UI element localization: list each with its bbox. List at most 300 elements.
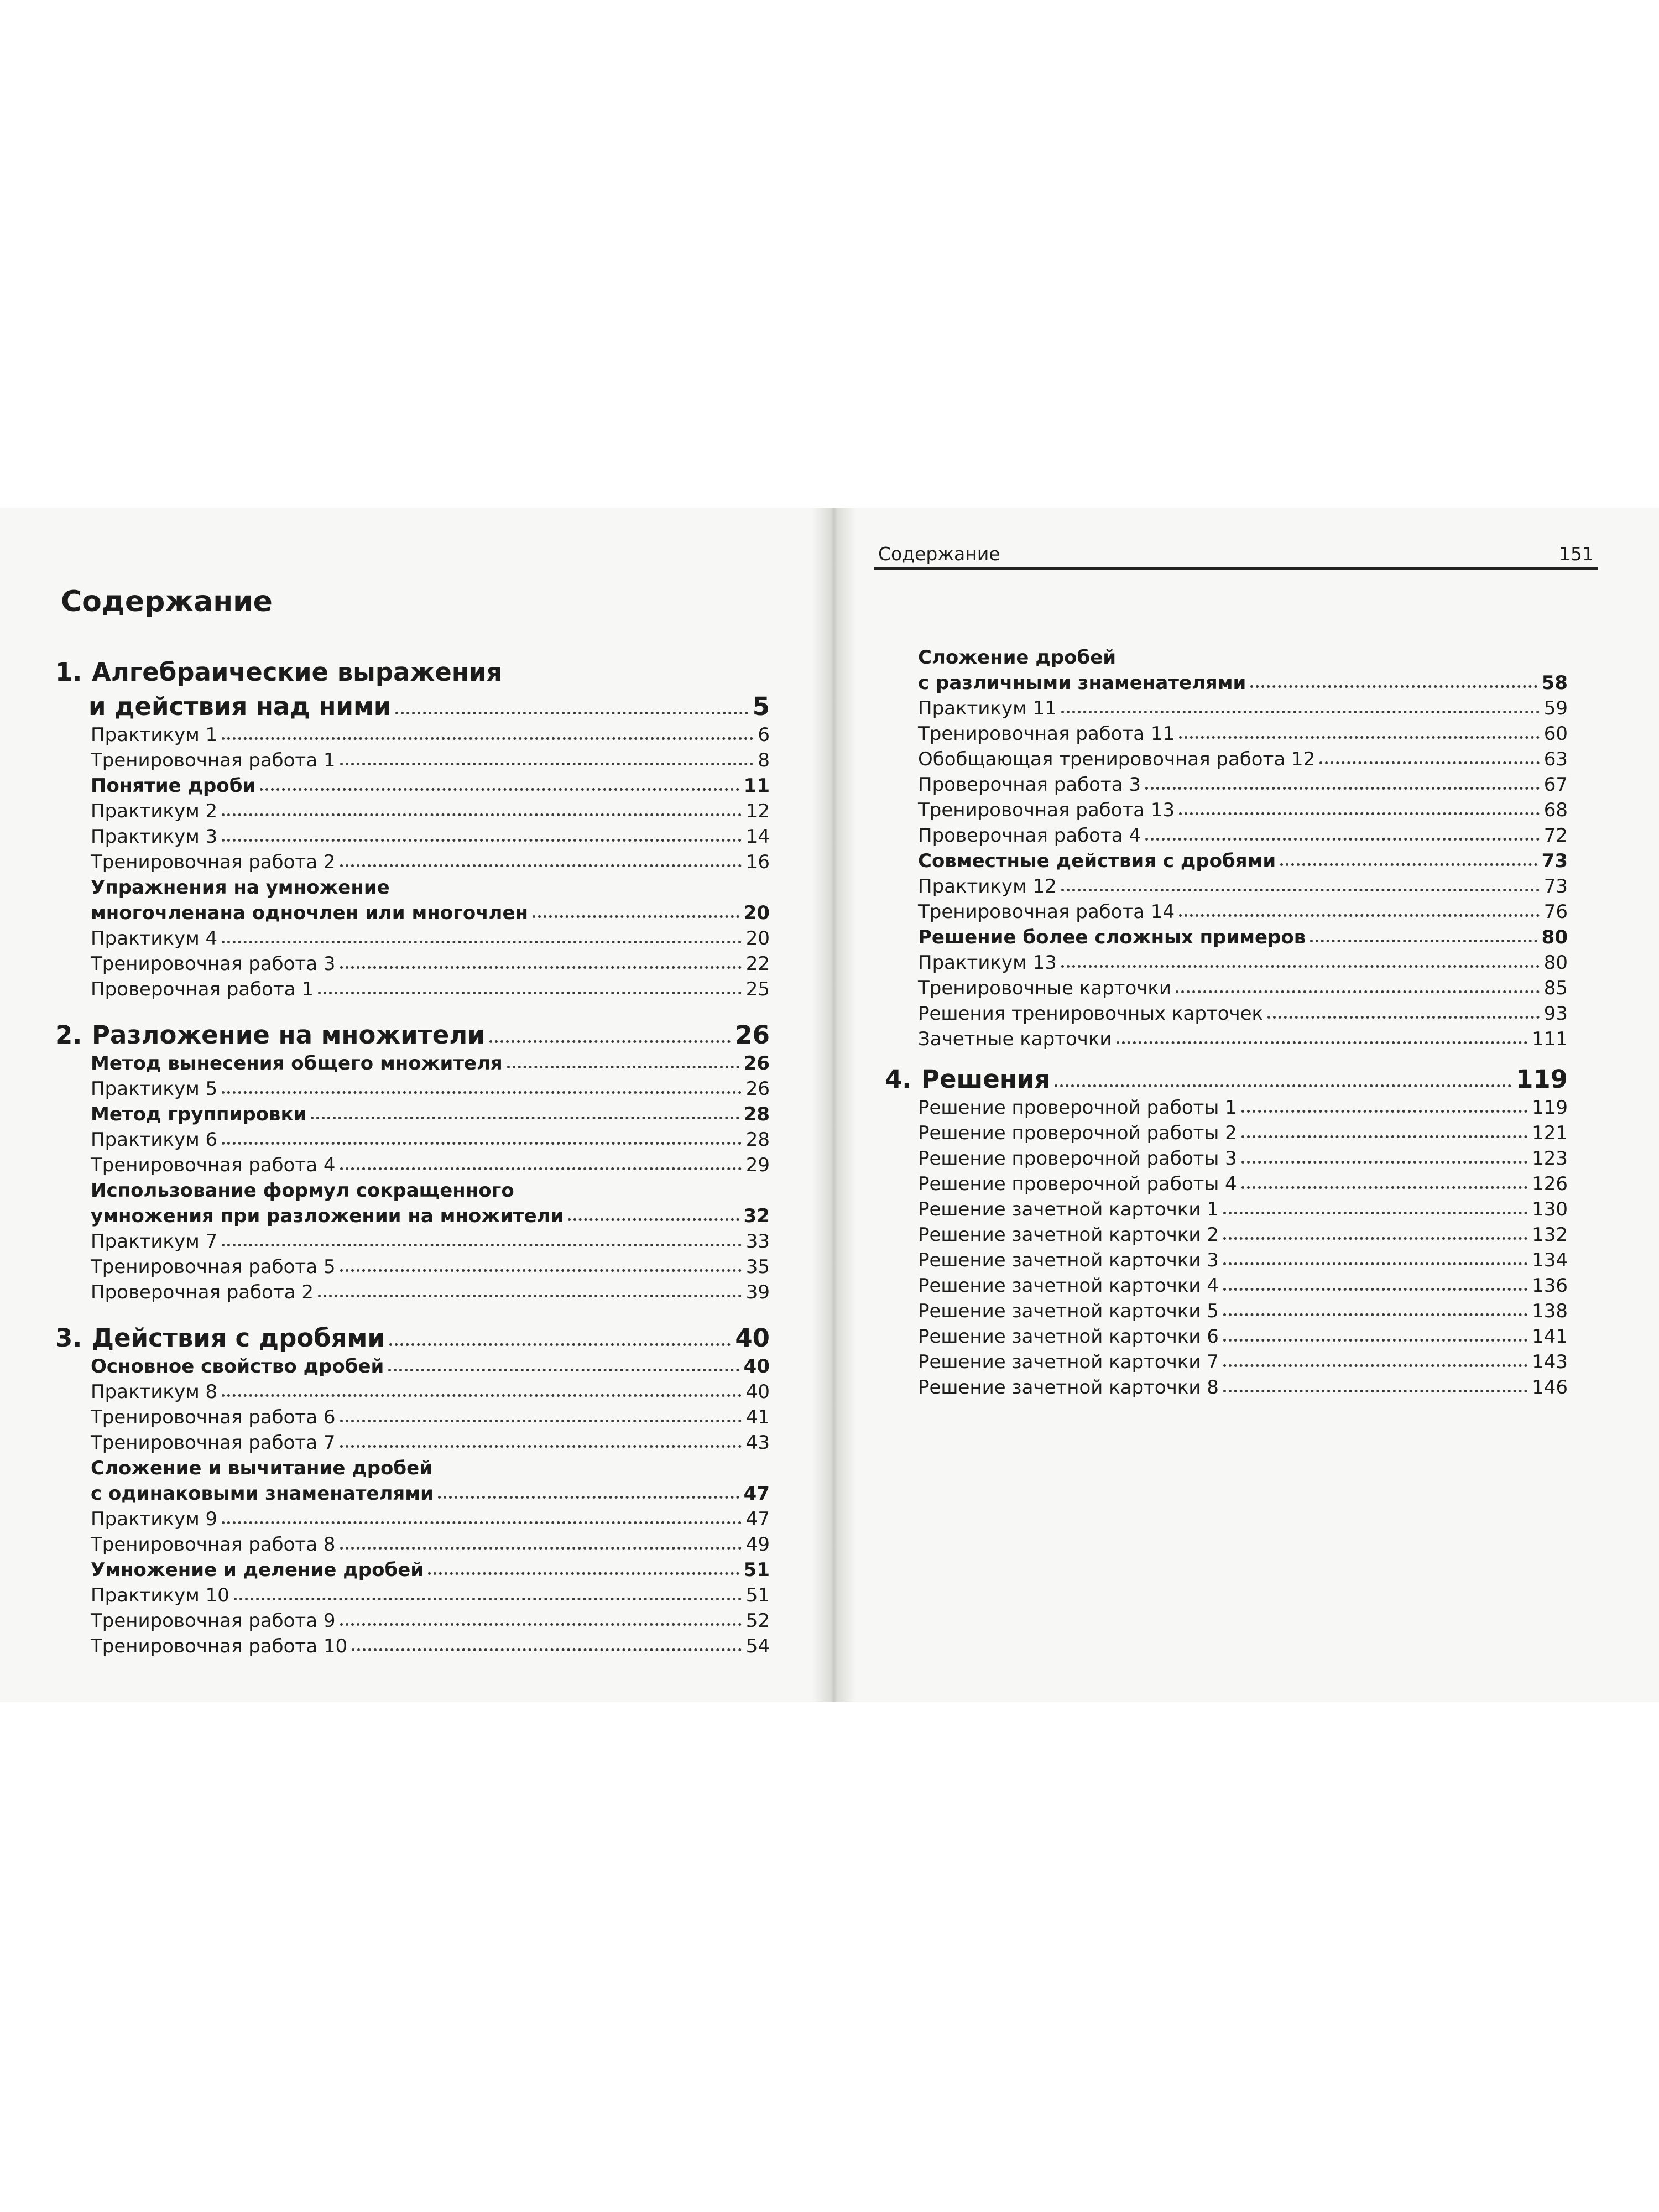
dot-leader [1250,685,1537,688]
toc-entry-label [918,1030,1112,1048]
toc-page-number: 141 [1532,1326,1568,1348]
toc-entry-text: Решения тренировочных карточек [918,1003,1264,1025]
toc-entry-text: Тренировочная работа 2 [91,851,336,873]
toc-entry-label [918,1225,1219,1244]
toc-section-entry [88,1350,770,1376]
toc-item-entry [88,1401,770,1427]
toc-page-number: 60 [1543,723,1568,745]
dot-leader [260,788,739,791]
running-head-title: Содержание [878,543,1000,565]
dot-leader [1176,990,1540,993]
toc-entry-text: Решение проверочной работы 3 [918,1147,1237,1170]
toc-entry-text: Тренировочная работа 10 [91,1635,348,1657]
toc-list-left [55,651,770,1657]
toc-entry-label [91,980,314,999]
toc-entry-label [91,1357,384,1376]
toc-entry-text: Решение зачетной карточки 8 [918,1376,1219,1399]
toc-entry-text: Тренировочная работа 14 [918,901,1175,923]
toc-entry-label [918,1353,1219,1371]
toc-entry-text: Тренировочная работа 7 [91,1432,336,1454]
dot-leader [222,1091,742,1094]
dot-leader [222,1142,742,1145]
toc-entry-text: Практикум 2 [91,800,218,822]
toc-section-entry [918,641,1568,667]
toc-entry-text: Тренировочная работа 11 [918,723,1175,745]
toc-page-number: 43 [745,1432,770,1454]
toc-entry-label [918,852,1276,870]
toc-section-entry [918,667,1568,692]
dot-leader [1145,838,1540,841]
toc-page-number: 14 [745,826,770,848]
toc-entry-text: Основное свойство дробей [91,1355,384,1378]
toc-entry-label [91,1383,217,1401]
toc-item-entry [918,1142,1568,1168]
toc-entry-text: Практикум 13 [918,952,1057,974]
toc-item-entry [88,1276,770,1302]
toc-item-entry [918,1295,1568,1321]
toc-item-entry [918,1321,1568,1346]
toc-item-entry [88,744,770,770]
dot-leader [1223,1288,1527,1291]
toc-item-entry [88,821,770,846]
toc-entry-text: Практикум 6 [91,1129,218,1151]
toc-page-number: 6 [758,724,770,746]
toc-entry-text: Практикум 3 [91,826,218,848]
toc-page-number: 40 [743,1355,770,1378]
dot-leader [234,1598,742,1600]
toc-page-number: 25 [745,978,770,1000]
toc-entry-text: Практикум 12 [918,875,1057,898]
dot-leader [340,966,742,969]
toc-page-number: 26 [743,1052,770,1074]
dot-leader [352,1648,742,1651]
toc-page-number: 47 [745,1508,770,1530]
toc-entry-text: Решение зачетной карточки 3 [918,1249,1219,1271]
toc-entry-text: Сложение дробей [918,646,1117,669]
toc-page-number: 49 [745,1533,770,1556]
toc-item-entry [918,1270,1568,1295]
toc-item-entry [918,870,1568,896]
toc-entry-text: Использование формул сокращенного [91,1180,514,1202]
toc-page-number: 51 [745,1584,770,1606]
toc-entry-label [91,1054,503,1073]
toc-item-entry [88,1605,770,1630]
toc-item-entry [88,1376,770,1401]
toc-entry-text: Практикум 9 [91,1508,218,1530]
toc-page-number: 39 [745,1281,770,1303]
toc-page-number: 73 [1543,875,1568,898]
running-head [874,543,1598,570]
toc-entry-label [91,1459,432,1478]
toc-entry-label [918,674,1246,692]
toc-entry-label [885,1065,1051,1094]
toc-spacer [88,999,770,1011]
toc-entry-label [918,1251,1219,1270]
toc-page-number: 85 [1543,977,1568,999]
toc-entry-text: с одинаковыми знаменателями [91,1483,434,1505]
toc-page-number: 47 [743,1483,770,1505]
toc-entry-text: Тренировочная работа 5 [91,1256,336,1278]
toc-entry-text: Зачетные карточки [918,1028,1112,1050]
toc-page-number: 5 [752,692,770,721]
toc-entry-label [91,1611,336,1630]
toc-entry-text: Проверочная работа 3 [918,774,1141,796]
dot-leader [1117,1041,1528,1044]
toc-item-entry [88,1149,770,1175]
dot-leader [1319,761,1539,764]
toc-entry-label [918,775,1141,794]
toc-entry-label [918,953,1057,972]
toc-entry-label [91,1433,336,1452]
toc-page-number: 8 [758,749,770,771]
toc-entry-text: Проверочная работа 2 [91,1281,314,1303]
dot-leader [311,1117,739,1119]
toc-page-number: 93 [1543,1003,1568,1025]
toc-entry-label [918,1004,1263,1023]
dot-leader [1055,1084,1511,1087]
toc-item-entry [918,794,1568,820]
toc-entry-label [91,954,336,973]
dot-leader [222,1244,742,1246]
toc-chapter-entry [55,651,770,687]
toc-entry-text: Совместные действия с дробями [918,850,1276,872]
book-gutter [812,508,856,1702]
toc-entry-text: Решение зачетной карточки 5 [918,1300,1219,1322]
toc-entry-label [91,1105,306,1124]
toc-entry-text: Практикум 10 [91,1584,229,1606]
dot-leader [533,915,739,918]
toc-page-number: 119 [1532,1097,1568,1119]
toc-page-number: 146 [1532,1376,1568,1399]
toc-entry-label [91,1535,336,1554]
dot-leader [1310,940,1537,942]
toc-entry-label [91,1079,217,1098]
page-number: 151 [1559,543,1594,565]
toc-section-entry [88,872,770,897]
toc-page-number: 22 [745,953,770,975]
toc-chapter-number: 1. [55,658,82,687]
dot-leader [222,1521,742,1524]
toc-entry-label [88,694,391,719]
toc-page-number: 76 [1543,901,1568,923]
dot-leader [1179,914,1540,917]
toc-entry-label [91,929,217,948]
toc-item-entry [88,795,770,821]
dot-leader [1145,787,1540,790]
toc-entry-label [91,776,255,795]
toc-item-entry [88,1124,770,1149]
toc-entry-label [918,979,1171,998]
toc-entry-text: Обобщающая тренировочная работа 12 [918,748,1316,770]
toc-item-entry [918,692,1568,718]
toc-entry-label [91,1156,336,1175]
dot-leader [340,1420,742,1422]
toc-item-entry [918,718,1568,743]
toc-item-entry [88,948,770,973]
toc-item-entry [88,1225,770,1251]
toc-page-number: 32 [743,1205,770,1227]
dot-leader [1223,1262,1527,1265]
toc-page-number: 80 [1543,952,1568,974]
toc-entry-text: Практикум 4 [91,927,218,950]
toc-section-entry [88,770,770,795]
dot-leader [388,1369,739,1371]
toc-chapter-number: 4. [885,1065,912,1094]
dot-leader [1179,812,1540,815]
toc-page-number: 73 [1541,850,1568,872]
toc-entry-text: Разложение на множители [92,1020,485,1050]
dot-leader [1241,1110,1527,1113]
toc-entry-text: Решение зачетной карточки 2 [918,1224,1219,1246]
toc-page-number: 72 [1543,825,1568,847]
toc-entry-text: Понятие дроби [91,775,256,797]
toc-page-number: 20 [743,902,770,924]
toc-entry-text: Решение проверочной работы 2 [918,1122,1237,1144]
toc-item-entry [918,1371,1568,1397]
toc-item-entry [88,1427,770,1452]
toc-spacer [88,1302,770,1314]
dot-leader [340,1547,742,1550]
toc-page-number: 52 [745,1610,770,1632]
dot-leader [318,1295,742,1297]
toc-item-entry [88,973,770,999]
toc-entry-label [91,1130,217,1149]
toc-entry-text: Алгебраические выражения [92,658,503,687]
toc-entry-label [91,878,390,897]
toc-chapter-entry [55,1011,770,1050]
toc-item-entry [918,1346,1568,1371]
toc-entry-label [91,802,217,821]
dot-leader [389,1343,731,1346]
toc-page-number: 80 [1541,926,1568,948]
toc-entry-label [918,1175,1237,1193]
toc-item-entry [88,1503,770,1528]
toc-entry-text: Тренировочные карточки [918,977,1171,999]
toc-section-entry [918,845,1568,870]
toc-section-entry [88,1047,770,1073]
toc-entry-text: Решение зачетной карточки 6 [918,1326,1219,1348]
toc-entry-label [918,750,1315,769]
toc-entry-label [91,1232,217,1251]
left-page [0,0,812,2212]
toc-item-entry [88,1630,770,1656]
toc-entry-label [91,1561,424,1579]
toc-page-number: 119 [1516,1065,1568,1094]
toc-item-entry [88,1073,770,1098]
toc-item-entry [918,947,1568,972]
toc-entry-label [55,1323,385,1353]
toc-entry-label [91,1258,336,1276]
dot-leader [1061,965,1540,968]
toc-entry-label [918,877,1057,896]
toc-entry-label [918,1124,1237,1142]
dot-leader [222,839,742,842]
toc-entry-label [918,902,1175,921]
toc-entry-text: Умножение и деление дробей [91,1559,424,1581]
toc-entry-text: Проверочная работа 1 [91,978,314,1000]
toc-section-entry [88,1175,770,1200]
toc-item-entry [918,1092,1568,1117]
toc-page-number: 67 [1543,774,1568,796]
toc-section-entry [88,1478,770,1503]
toc-entry-label [55,1020,485,1050]
toc-entry-text: с различными знаменателями [918,672,1246,694]
toc-entry-label [91,1484,434,1503]
toc-entry-label [91,1510,217,1528]
toc-entry-label [91,1637,347,1656]
dot-leader [1223,1313,1527,1316]
toc-page-number: 12 [745,800,770,822]
dot-leader [340,864,742,867]
dot-leader [1223,1390,1527,1392]
toc-page-number: 41 [745,1406,770,1428]
toc-entry-label [91,853,336,872]
toc-page-number: 59 [1543,697,1568,719]
toc-section-entry [918,921,1568,947]
dot-leader [340,763,754,765]
toc-item-entry [918,1023,1568,1048]
dot-leader [340,1623,742,1626]
toc-item-entry [918,743,1568,769]
toc-item-entry [918,769,1568,794]
dot-leader [438,1496,739,1499]
toc-page-number: 16 [745,851,770,873]
dot-leader [1223,1339,1527,1342]
toc-item-entry [918,1244,1568,1270]
toc-entry-label [91,1207,564,1225]
toc-entry-text: Решение проверочной работы 4 [918,1173,1237,1195]
dot-leader [340,1167,742,1170]
toc-entry-text: Действия с дробями [92,1323,385,1353]
dot-leader [1280,863,1537,866]
toc-item-entry [918,1193,1568,1219]
toc-entry-text: Практикум 11 [918,697,1057,719]
dot-leader [340,1269,742,1272]
toc-entry-label [91,751,336,770]
toc-entry-text: Тренировочная работа 8 [91,1533,336,1556]
toc-item-entry [88,719,770,744]
dot-leader [1179,736,1540,739]
toc-entry-label [55,658,503,687]
dot-leader [1267,1016,1540,1019]
dot-leader [1223,1212,1527,1214]
toc-page-number: 136 [1532,1275,1568,1297]
toc-page-number: 138 [1532,1300,1568,1322]
toc-entry-text: Решение зачетной карточки 1 [918,1198,1219,1220]
toc-entry-text: Тренировочная работа 6 [91,1406,336,1428]
toc-page-number: 28 [743,1103,770,1125]
toc-entry-text: Тренировочная работа 4 [91,1154,336,1176]
dot-leader [395,712,748,714]
toc-section-entry [88,1200,770,1225]
toc-entry-text: Решения [921,1065,1051,1094]
toc-entry-text: Метод группировки [91,1103,307,1125]
toc-entry-text: Практикум 1 [91,724,218,746]
toc-page-number: 126 [1532,1173,1568,1195]
toc-entry-text: Сложение и вычитание дробей [91,1457,433,1479]
toc-section-entry [88,1452,770,1478]
toc-entry-text: Метод вынесения общего множителя [91,1052,503,1074]
toc-section-entry [88,1098,770,1124]
dot-leader [1223,1364,1527,1367]
dot-leader [318,992,742,994]
toc-entry-text: Упражнения на умножение [91,877,390,899]
dot-leader [1241,1161,1527,1164]
toc-chapter-number: 3. [55,1323,82,1353]
toc-entry-label [91,1181,514,1200]
toc-entry-label [918,801,1175,820]
toc-item-entry [918,820,1568,845]
toc-entry-label [91,1283,314,1302]
dot-leader [568,1218,739,1221]
toc-item-entry [88,1579,770,1605]
toc-entry-text: Решение более сложных примеров [918,926,1306,948]
toc-section-entry [88,897,770,922]
dot-leader [1061,711,1540,713]
toc-page-number: 33 [745,1230,770,1253]
toc-page-number: 54 [745,1635,770,1657]
toc-entry-text: Практикум 8 [91,1381,218,1403]
toc-entry-label [918,1200,1219,1219]
toc-title: Содержание [61,585,273,618]
toc-page-number: 26 [745,1078,770,1100]
dot-leader [340,1445,742,1448]
dot-leader [222,813,742,816]
toc-list-right [885,641,1568,1399]
dot-leader [489,1040,731,1043]
toc-entry-text: Практикум 7 [91,1230,218,1253]
toc-page-number: 29 [745,1154,770,1176]
toc-entry-text: Тренировочная работа 3 [91,953,336,975]
toc-entry-label [918,699,1057,718]
toc-item-entry [918,998,1568,1023]
toc-entry-label [918,1327,1219,1346]
dot-leader [222,941,742,943]
toc-entry-label [918,826,1141,845]
toc-page-number: 63 [1543,748,1568,770]
dot-leader [1241,1186,1527,1189]
toc-item-entry [918,1219,1568,1244]
toc-entry-label [918,1098,1237,1117]
dot-leader [1061,889,1540,891]
toc-chapter-number: 2. [55,1020,82,1050]
toc-chapter-entry [88,685,770,719]
dot-leader [222,737,753,740]
toc-entry-label [918,1276,1219,1295]
toc-item-entry [88,846,770,872]
toc-page-number: 58 [1541,672,1568,694]
toc-page-number: 26 [735,1020,770,1050]
toc-entry-label [918,1302,1219,1321]
toc-entry-text: Тренировочная работа 13 [918,799,1175,821]
toc-entry-label [918,928,1306,947]
toc-page-number: 35 [745,1256,770,1278]
toc-entry-label [918,1378,1219,1397]
toc-entry-label [918,724,1175,743]
toc-page-number: 121 [1532,1122,1568,1144]
toc-item-entry [88,1528,770,1554]
toc-page-number: 143 [1532,1351,1568,1373]
toc-item-entry [88,922,770,948]
toc-entry-text: Тренировочная работа 1 [91,749,336,771]
toc-page-number: 130 [1532,1198,1568,1220]
toc-entry-text: и действия над ними [88,692,392,721]
toc-page-number: 11 [743,775,770,797]
dot-leader [222,1394,742,1397]
toc-page-number: 20 [745,927,770,950]
toc-entry-text: умножения при разложении на множители [91,1205,564,1227]
toc-page-number: 123 [1532,1147,1568,1170]
